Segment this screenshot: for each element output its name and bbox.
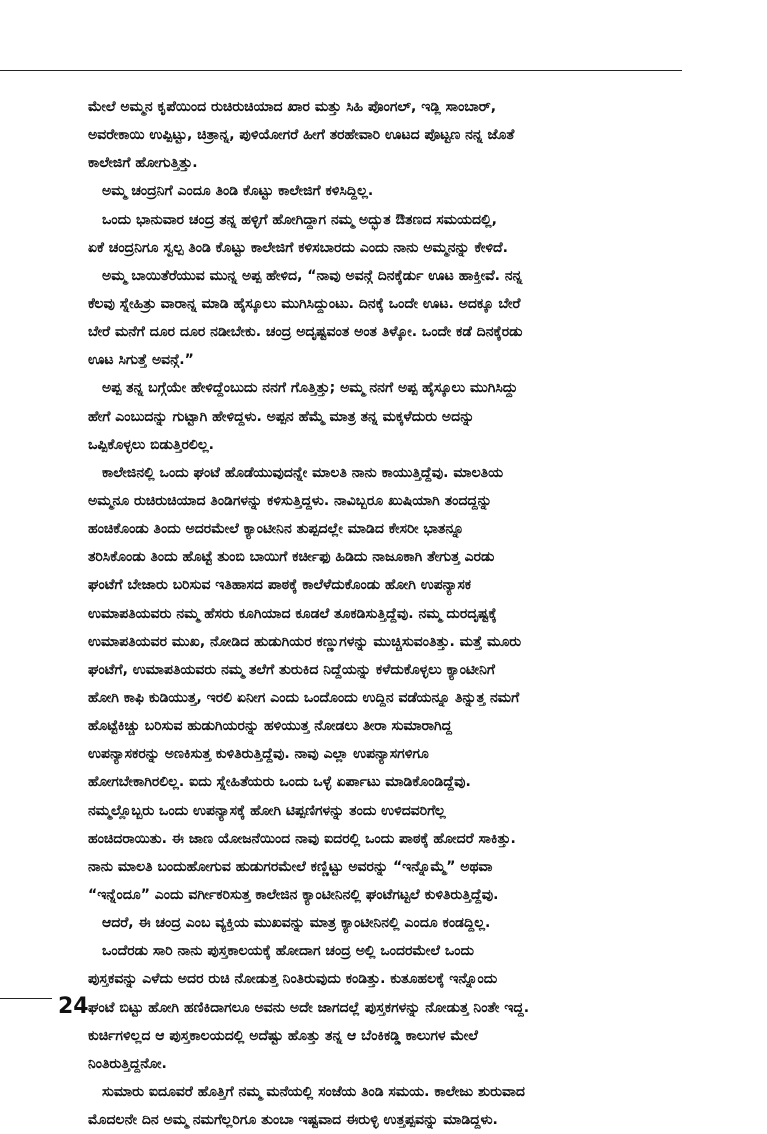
text-line: ಕಾಲೇಜಿನಲ್ಲಿ ಒಂದು ಘಂಟೆ ಹೊಡೆಯುವುದನ್ನೇ ಮಾಲತಿ ನಾನು ಕಾಯುತ್ತಿದ್ದೆವು. ಮಾಲತಿಯ xyxy=(102,464,504,481)
text-line: ಅಪ್ಪ ತನ್ನ ಬಗ್ಗೆಯೇ ಹೇಳಿದ್ದೆಂಬುದು ನನಗೆ ಗೊತ್ತಿತ್ತು; ಅಮ್ಮ ನನಗೆ ಅಪ್ಪ ಹೈಸ್ಕೂಲು ಮುಗಿಸಿದ್ದು xyxy=(102,380,518,397)
text-line: ಮೇಲೆ ಅಮ್ಮನ ಕೃಪೆಯಿಂದ ರುಚಿರುಚಿಯಾದ ಖಾರ ಮತ್ತು ಸಿಹಿ ಪೊಂಗಲ್, ಇಡ್ಲಿ ಸಾಂಬಾರ್, xyxy=(88,99,497,115)
text-line: ಕುರ್ಚಿಗಳಿಲ್ಲದ ಆ ಪುಸ್ತಕಾಲಯದಲ್ಲಿ ಅದೆಷ್ಟು ಹೊತ್ತು ತನ್ನ ಆ ಬೆಂಕಿಕಡ್ಡಿ ಕಾಲುಗಳ ಮೇಲೆ xyxy=(88,1027,478,1044)
text-line: ಊಟ ಸಿಗುತ್ತೆ ಅವನ್ಗೆ.” xyxy=(88,352,194,369)
text-line: ಉಮಾಪತಿಯವರು ನಮ್ಮ ಹೆಸರು ಕೂಗಿಯಾದ ಕೂಡಲೆ ತೂಕಡಿಸುತ್ತಿದ್ದೆವು. ನಮ್ಮ ದುರದೃಷ್ಟಕ್ಕೆ xyxy=(88,605,497,622)
text-line: ಪುಸ್ತಕವನ್ನು ಎಳೆದು ಅದರ ರುಚಿ ನೋಡುತ್ತ ನಿಂತಿರುವುದು ಕಂಡಿತ್ತು. ಕುತೂಹಲಕ್ಕೆ ಇನ್ನೊಂದು xyxy=(88,971,498,988)
text-line: ಅವರೇಕಾಯಿ ಉಪ್ಪಿಟ್ಟು, ಚಿತ್ರಾನ್ನ, ಪುಳಿಯೋಗರೆ ಹೀಗೆ ತರಹೇವಾರಿ ಊಟದ ಪೊಟ್ಟಣ ನನ್ನ ಜೊತೆ xyxy=(88,127,515,144)
text-line: ಆದರೆ, ಈ ಚಂದ್ರ ಎಂಬ ವ್ಯಕ್ತಿಯ ಮುಖವನ್ನು ಮಾತ್ರ ಕ್ಯಾಂಟೀನಿನಲ್ಲಿ ಎಂದೂ ಕಂಡದ್ದಿಲ್ಲ. xyxy=(102,915,491,932)
body-text xyxy=(88,93,682,1134)
text-line: ಉಮಾಪತಿಯವರ ಮುಖ, ನೋಡಿದ ಹುಡುಗಿಯರ ಕಣ್ಣುಗಳನ್ನು ಮುಚ್ಚಿಸುವಂತಿತ್ತು. ಮತ್ತೆ ಮೂರು xyxy=(88,633,522,650)
footer-rule xyxy=(0,998,52,999)
header-rule xyxy=(0,70,682,71)
text-line: ಕಾಲೇಜಿಗೆ ಹೋಗುತ್ತಿತ್ತು. xyxy=(88,155,198,172)
text-line: ಘಂಟೆ ಬಿಟ್ಟು ಹೋಗಿ ಹಣಿಕಿದಾಗಲೂ ಅವನು ಅದೇ ಜಾಗದಲ್ಲೆ ಪುಸ್ತಕಗಳನ್ನು ನೋಡುತ್ತ ನಿಂತೇ ಇದ್ದ. xyxy=(88,999,530,1016)
text-line: ಕೆಲವು ಸ್ನೇಹಿತ್ರು ವಾರಾನ್ನ ಮಾಡಿ ಹೈಸ್ಕೂಲು ಮುಗಿಸಿದ್ದುಂಟು. ದಿನಕ್ಕೆ ಒಂದೇ ಊಟ. ಅದಕ್ಕೂ ಬೇರೆ xyxy=(88,295,521,312)
text-line: ನಮ್ಮಲ್ಲೊಬ್ಬರು ಒಂದು ಉಪನ್ಯಾಸಕ್ಕೆ ಹೋಗಿ ಟಿಪ್ಪಣಿಗಳನ್ನು ತಂದು ಉಳಿದವರಿಗೆಲ್ಲ xyxy=(88,802,446,819)
text-line: “ಇನ್ನೆಂದೂ” ಎಂದು ವರ್ಗೀಕರಿಸುತ್ತ ಕಾಲೇಜಿನ ಕ್ಯಾಂಟೀನಿನಲ್ಲಿ ಘಂಟೆಗಟ್ಟಲೆ ಕುಳಿತಿರುತ್ತಿದ್ದೆವು. xyxy=(88,886,499,903)
text-line: ನಿಂತಿರುತ್ತಿದ್ದನೋ. xyxy=(88,1055,167,1072)
text-line: ಒಂದೆರಡು ಸಾರಿ ನಾನು ಪುಸ್ತಕಾಲಯಕ್ಕೆ ಹೋದಾಗ ಚಂದ್ರ ಅಲ್ಲಿ ಒಂದರಮೇಲೆ ಒಂದು xyxy=(102,943,474,960)
text-line: ಹೊಟ್ಟೆಕಿಚ್ಚು ಬರಿಸುವ ಹುಡುಗಿಯರನ್ನು ಹಳಿಯುತ್ತ ನೋಡಲು ತೀರಾ ಸುಮಾರಾಗಿದ್ದ xyxy=(88,718,452,735)
text-line: ಸುಮಾರು ಐದೂವರೆ ಹೊತ್ತಿಗೆ ನಮ್ಮ ಮನೆಯಲ್ಲಿ ಸಂಜೆಯ ತಿಂಡಿ ಸಮಯ. ಕಾಲೇಜು ಶುರುವಾದ xyxy=(102,1083,525,1100)
text-line: ಹಂಚಿದರಾಯಿತು. ಈ ಜಾಣ ಯೋಜನೆಯಿಂದ ನಾವು ಐದರಲ್ಲಿ ಒಂದು ಪಾಠಕ್ಕೆ ಹೋದರೆ ಸಾಕಿತ್ತು. xyxy=(88,830,516,847)
text-line: ಹೋಗಬೇಕಾಗಿರಲಿಲ್ಲ. ಐದು ಸ್ನೇಹಿತೆಯರು ಒಂದು ಒಳ್ಳೆ ಏರ್ಪಾಟು ಮಾಡಿಕೊಂಡಿದ್ದೆವು. xyxy=(88,774,471,791)
text-line: ನಾನು ಮಾಲತಿ ಬಂದುಹೋಗುವ ಹುಡುಗರಮೇಲೆ ಕಣ್ಣಿಟ್ಟು ಅವರನ್ನು “ಇನ್ನೊಮ್ಮೆ” ಅಥವಾ xyxy=(88,858,493,875)
text-line: ಅಮ್ಮ ಬಾಯಿತೆರೆಯುವ ಮುನ್ನ ಅಪ್ಪ ಹೇಳಿದ, “ನಾವು ಅವನ್ಗೆ ದಿನಕ್ಕೆರ್ಡು ಊಟ ಹಾಕ್ತೀವೆ. ನನ್ನ xyxy=(102,267,523,284)
text-line: ಏಕೆ ಚಂದ್ರನಿಗೂ ಸ್ವಲ್ಪ ತಿಂಡಿ ಕೊಟ್ಟು ಕಾಲೇಜಿಗೆ ಕಳಿಸಬಾರದು ಎಂದು ನಾನು ಅಮ್ಮನನ್ನು ಕೇಳಿದೆ. xyxy=(88,239,508,256)
text-line: ಘಂಟೆಗೆ ಬೇಜಾರು ಬರಿಸುವ ಇತಿಹಾಸದ ಪಾಠಕ್ಕೆ ಕಾಲೆಳೆದುಕೊಂಡು ಹೋಗಿ ಉಪನ್ಯಾಸಕ xyxy=(88,577,472,594)
text-line: ಮೊದಲನೇ ದಿನ ಅಮ್ಮ ನಮಗೆಲ್ಲರಿಗೂ ತುಂಬಾ ಇಷ್ಟವಾದ ಈರುಳ್ಳಿ ಉತ್ತಪ್ಪವನ್ನು ಮಾಡಿದ್ದಳು. xyxy=(88,1112,498,1129)
text-line: ಹೇಗೆ ಎಂಬುದನ್ನು ಗುಟ್ಟಾಗಿ ಹೇಳಿದ್ದಳು. ಅಪ್ಪನ ಹೆಮ್ಮೆ ಮಾತ್ರ ತನ್ನ ಮಕ್ಕಳೆದುರು ಅದನ್ನು xyxy=(88,408,475,425)
text-line: ಒಂದು ಭಾನುವಾರ ಚಂದ್ರ ತನ್ನ ಹಳ್ಳಿಗೆ ಹೋಗಿದ್ದಾಗ ನಮ್ಮ ಅದ್ಭುತ ಔತಣದ ಸಮಯದಲ್ಲಿ, xyxy=(102,211,497,228)
text-line: ಅಮ್ಮನೂ ರುಚಿರುಚಿಯಾದ ತಿಂಡಿಗಳನ್ನು ಕಳಿಸುತ್ತಿದ್ದಳು. ನಾವಿಬ್ಬರೂ ಖುಷಿಯಾಗಿ ತಂದದ್ದನ್ನು xyxy=(88,492,492,509)
text-line: ಉಪನ್ಯಾಸಕರನ್ನು ಅಣಕಿಸುತ್ತ ಕುಳಿತಿರುತ್ತಿದ್ದೆವು. ನಾವು ಎಲ್ಲಾ ಉಪನ್ಯಾಸಗಳಿಗೂ xyxy=(88,746,429,763)
page-number: 24 xyxy=(58,994,89,1019)
text-line: ಹಂಚಿಕೊಂಡು ತಿಂದು ಅದರಮೇಲೆ ಕ್ಯಾಂಟೀನಿನ ತುಪ್ಪದಲ್ಲೇ ಮಾಡಿದ ಕೇಸರೀ ಭಾತನ್ನೂ xyxy=(88,521,464,538)
text-line: ಬೇರೆ ಮನೆಗೆ ದೂರ ದೂರ ನಡೀಬೇಕು. ಚಂದ್ರ ಅದೃಷ್ಟವಂತ ಅಂತ ತಿಳ್ಕೋ. ಒಂದೇ ಕಡೆ ದಿನಕ್ಕೆರಡು xyxy=(88,324,523,341)
text-line: ಘಂಟೆಗೆ, ಉಮಾಪತಿಯವರು ನಮ್ಮ ತಲೆಗೆ ತುರುಕಿದ ನಿದ್ದೆಯನ್ನು ಕಳೆದುಕೊಳ್ಳಲು ಕ್ಯಾಂಟೀನಿಗೆ xyxy=(88,661,495,678)
text-line: ಅಮ್ಮ ಚಂದ್ರನಿಗೆ ಎಂದೂ ತಿಂಡಿ ಕೊಟ್ಟು ಕಾಲೇಜಿಗೆ ಕಳಿಸಿದ್ದಿಲ್ಲ. xyxy=(102,183,374,200)
text-line: ಒಪ್ಪಿಕೊಳ್ಳಲು ಬಿಡುತ್ತಿರಲಿಲ್ಲ. xyxy=(88,436,214,453)
text-line: ಹೋಗಿ ಕಾಫಿ ಕುಡಿಯುತ್ತ, ಇರಲಿ ಏನೀಗ ಎಂದು ಒಂದೊಂದು ಉದ್ದಿನ ವಡೆಯನ್ನೂ ತಿನ್ನುತ್ತ ನಮಗೆ xyxy=(88,689,520,706)
text-line: ತರಿಸಿಕೊಂಡು ತಿಂದು ಹೊಟ್ಟೆ ತುಂಬಿ ಬಾಯಿಗೆ ಕರ್ಚೀಫು ಹಿಡಿದು ನಾಜೂಕಾಗಿ ತೇಗುತ್ತ ಎರಡು xyxy=(88,549,495,566)
